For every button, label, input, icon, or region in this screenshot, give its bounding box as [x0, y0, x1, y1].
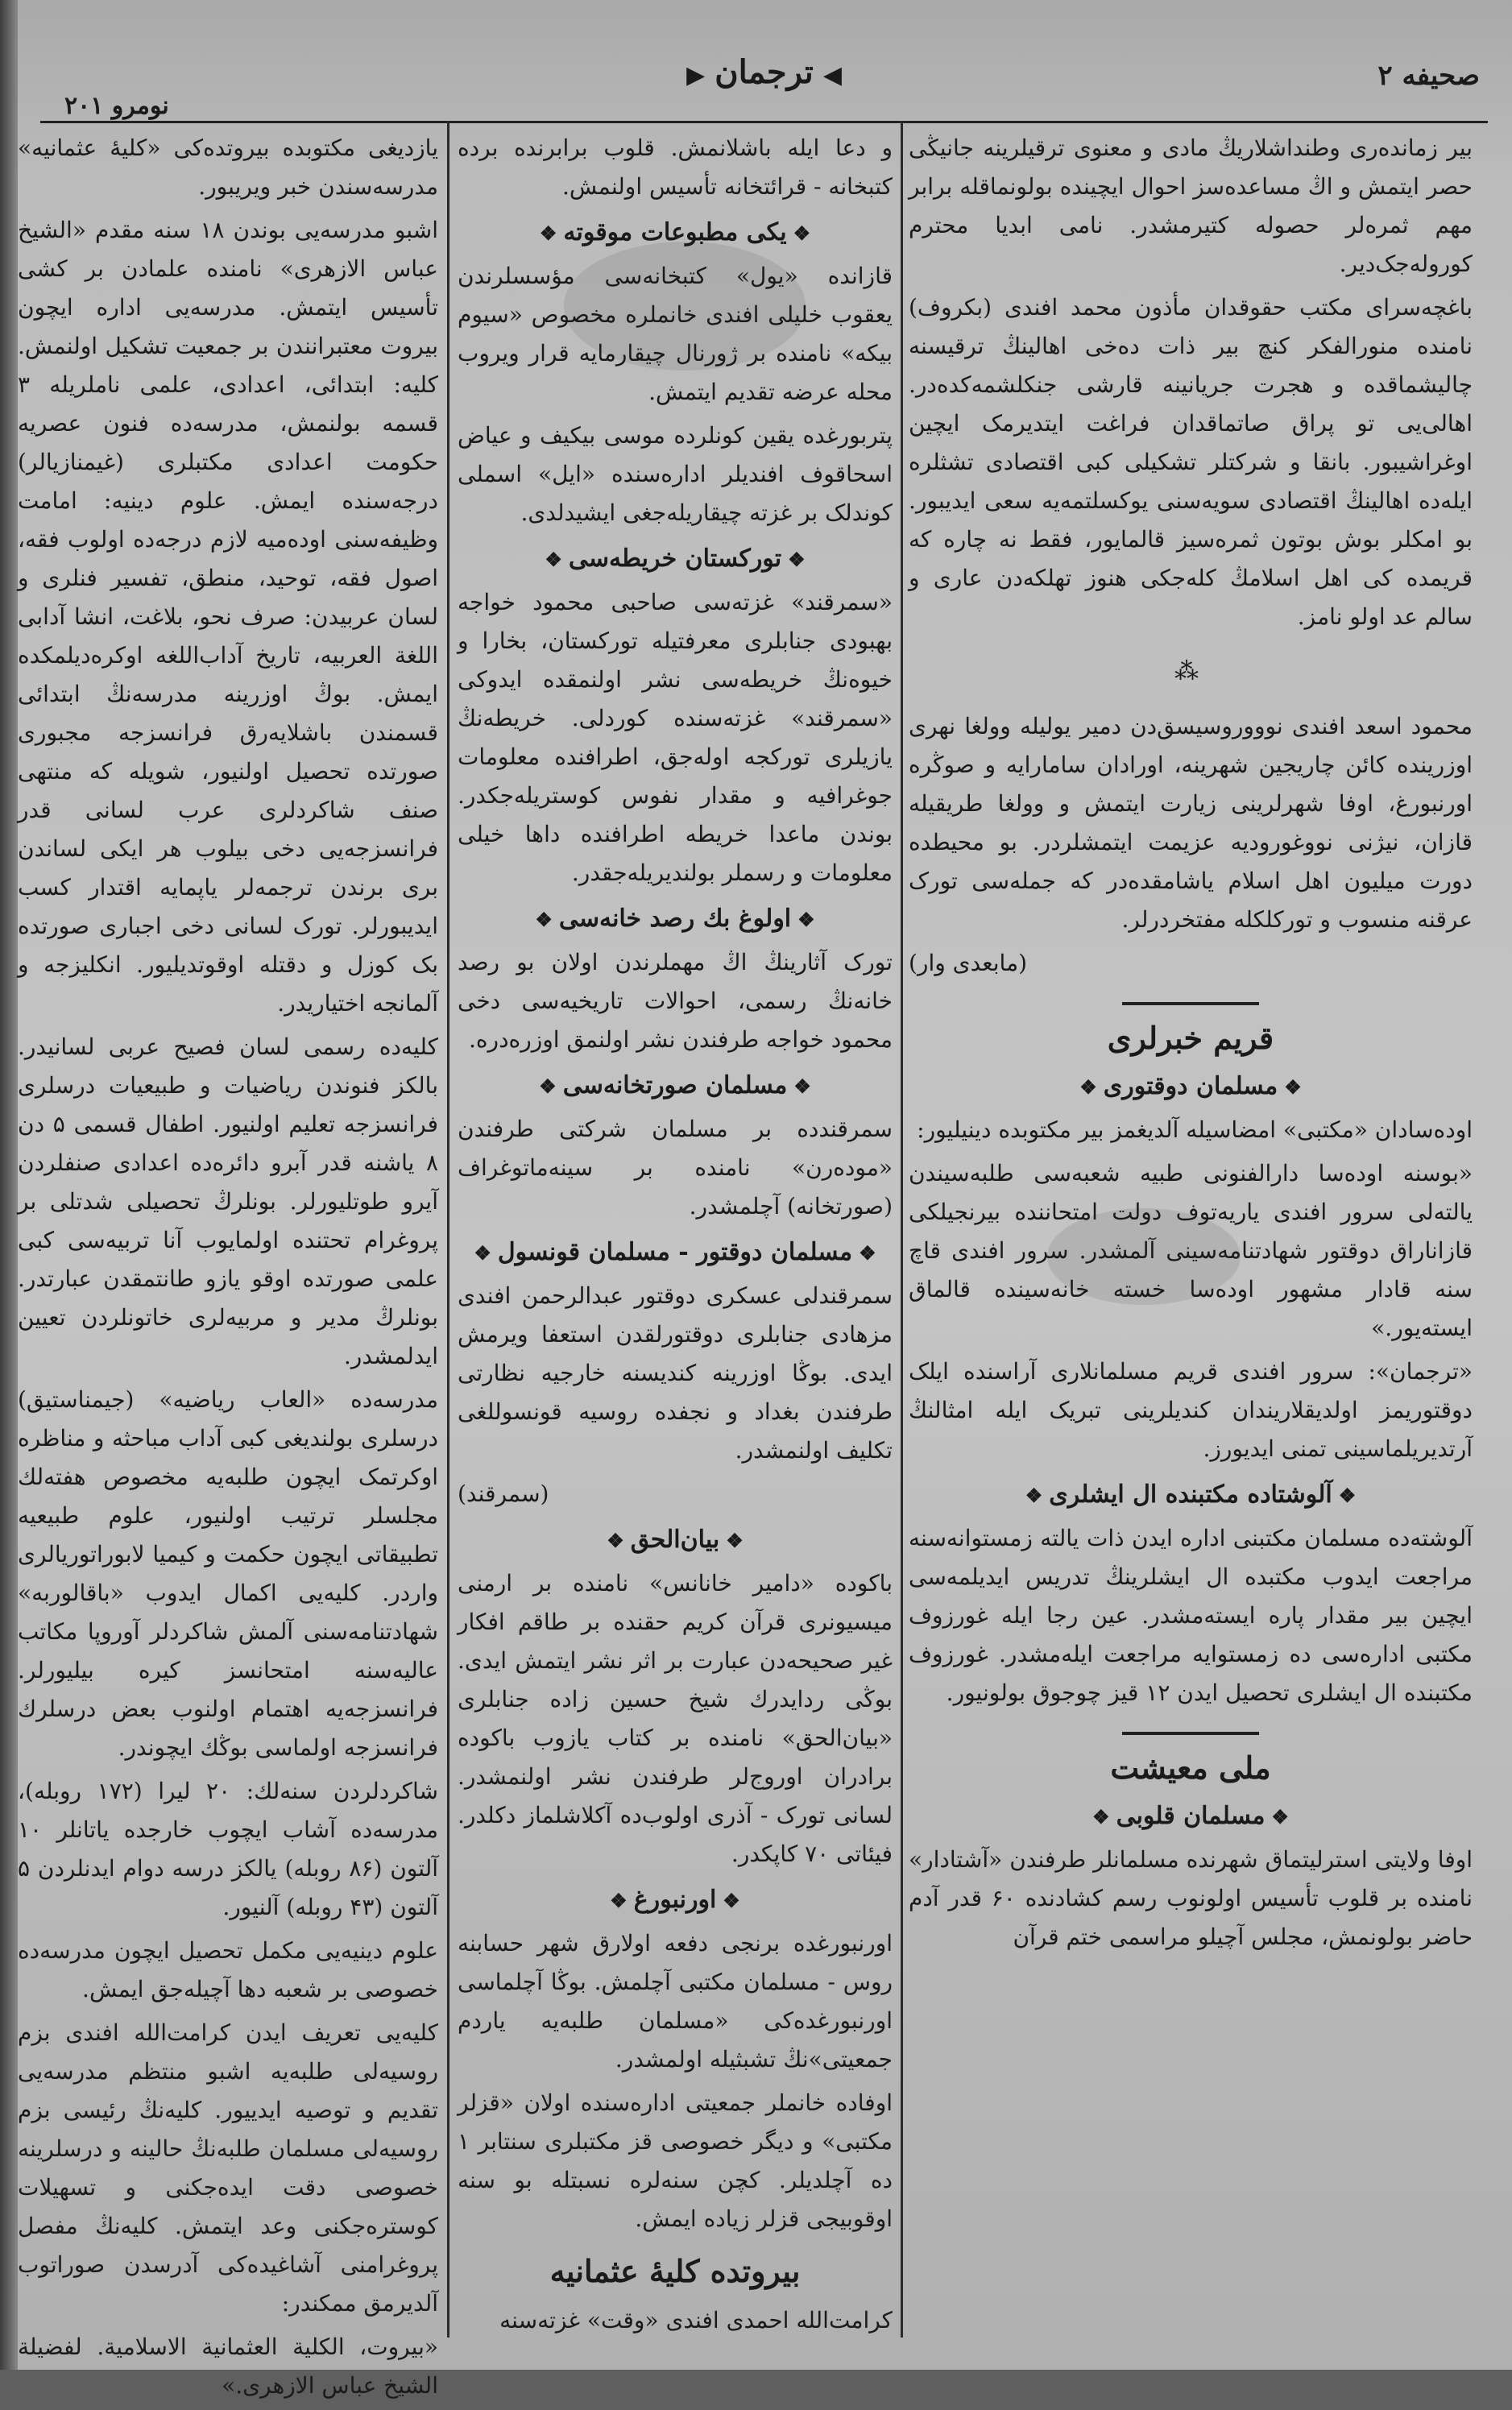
- article-paragraph: بیر زمانده‌ری وطنداشلاریڭ مادی و معنوی ترقیلرینه جانیڭی حصر ایتمش و اڭ مساعده‌سز احوال ایچینده بولونماقله برابر مهم ثمره‌لر حصوله کتیرمشدر. نامی ابدیا محترم کوروله‌جک‌دیر.: [909, 135, 1473, 277]
- page-header: [32, 48, 1496, 120]
- source-citation: (سمرقند): [458, 1480, 549, 1507]
- article-paragraph: علوم دینیه‌یی مکمل تحصیل ایچون مدرسه‌ده خصوصی بر شعبه دها آچیله‌جق ایمش.: [18, 1937, 438, 2002]
- article-heading: ❖یکی مطبوعات موقوته❖: [539, 218, 811, 246]
- diamond-icon: ❖: [474, 1241, 491, 1265]
- diamond-icon: ❖: [793, 222, 811, 245]
- diamond-icon: ❖: [535, 908, 553, 931]
- diamond-icon: ❖: [793, 1075, 811, 1098]
- diamond-icon: ❖: [1338, 1484, 1357, 1507]
- article-title-beirut: بیروتده کلیهٔ عثمانیه: [549, 2253, 801, 2289]
- section-title-crimea: قریم خبرلری: [1107, 1020, 1274, 1056]
- diamond-icon: ❖: [788, 548, 806, 571]
- article-heading: ❖آلوشتاده مکتبنده ال ایشلری❖: [1025, 1480, 1357, 1509]
- diamond-icon: ❖: [1271, 1805, 1289, 1828]
- diamond-icon: ❖: [607, 1529, 624, 1552]
- issue-number: نومرو ۲۰۱: [64, 92, 169, 120]
- diamond-icon: ❖: [797, 908, 815, 931]
- header-rule: [40, 121, 1488, 123]
- article-paragraph: سمرقندلی عسکری دوقتور عبدالرحمن افندی مزهادی جنابلری دوقتورلقدن استعفا ویرمش ایدی. بوڭا اوزرینه کندیسنه خارجیه نظارتی طرفندن بغداد و نجفده روسیه قونسوللغی تکلیف اولنمشدر.: [458, 1282, 893, 1464]
- article-paragraph: کرامت‌الله احمدی افندی «وقت» غزته‌سنه: [499, 2307, 893, 2333]
- article-paragraph: تورک آثارینڭ اڭ مهملرندن اولان بو رصد خانه‌نڭ رسمی، احوالات تاریخیه‌سی دخی محمود خواجه طرفندن نشر اولنمق اوزره‌دره.: [458, 949, 893, 1053]
- article-paragraph: اوفا ولایتی استرلیتماق شهرنده مسلمانلر طرفندن «آشتادار» نامنده بر قلوب تأسیس اولونوب رسم کشادنده ۶۰ قدر آدم حاضر بولونمش، مجلس آچیلو مراسمی ختم قرآن: [909, 1846, 1473, 1950]
- article-heading: ❖اورنبورغ❖: [610, 1886, 740, 1914]
- diamond-icon: ❖: [859, 1241, 876, 1265]
- article-paragraph: باکوده «دامیر خانانس» نامنده بر ارمنی میسیونری قرآن کریم حقنده بر طاقم افکار غیر صحیحه‌دن عبارت بر اثر نشر ایتمش ایدی. بوڭی ردایدرك شیخ حسین زاده جنابلری «بیان‌الحق» نامنده بر کتاب یازوب باکوده برادران اوروج‌لر طرفندن نشر اولنمشدر. لسانی تورک - آذری اولوب‌ده آکلاشلماز دکلدر. فیئاتی ۷۰ کاپکدر.: [458, 1570, 893, 1867]
- article-heading: ❖مسلمان دوقتور - مسلمان قونسول❖: [474, 1238, 876, 1266]
- article-paragraph: سمرقندده بر مسلمان شرکتی طرفندن «موده‌رن» نامنده بر سینه‌ماتوغراف (صورتخانه) آچلمشدر.: [458, 1116, 893, 1219]
- diamond-icon: ❖: [610, 1889, 628, 1912]
- article-paragraph: کلیه‌ده رسمی لسان فصیح عربی لسانیدر. بالکز فنوندن ریاضیات و طبیعیات درسلری فرانسزجه تعلیم اولنیور. اطفال قسمی ۵ دن ۸ یاشنه قدر آبرو دائره‌ده اعدادی صنفلردن آیرو طوتلیورلر. بونلرڭ تحصیلی شدتلی بر پروغرام تحتنده اولمایوب آنا تربیه‌سی کبی علمی صورتده اوقو یازو طانتمقدن عبارتدر. بونلرڭ مدیر و مربیه‌لری خاتونلردن تعیین ایدلمشدر.: [18, 1033, 438, 1369]
- diamond-icon: ❖: [1079, 1075, 1097, 1099]
- diamond-icon: ❖: [545, 548, 562, 571]
- column-right: [909, 129, 1473, 1961]
- column-divider: [901, 121, 903, 2338]
- article-heading: ❖مسلمان قلوبی❖: [1092, 1802, 1289, 1830]
- diamond-icon: ❖: [539, 1075, 557, 1098]
- article-heading: ❖مسلمان صورتخانه‌سی❖: [539, 1071, 811, 1099]
- article-paragraph: و دعا ایله باشلانمش. قلوب برابرنده برده کتبخانه - قرائتخانه تأسیس اولنمش.: [458, 135, 893, 200]
- article-heading: ❖تورکستان خریطه‌سی❖: [545, 545, 806, 573]
- column-divider: [447, 121, 449, 2338]
- article-heading: ❖مسلمان دوقتوری❖: [1079, 1072, 1302, 1100]
- page-label: صحیفه ۲: [1377, 60, 1480, 92]
- diamond-icon: ❖: [1284, 1075, 1302, 1099]
- section-stars: ⁂: [1174, 657, 1207, 685]
- article-paragraph: پتربورغده یقین کونلرده موسی بیکیف و عیاض اسحاقوف افندیلر اداره‌سنده «ایل» اسملی کوندلک بر غزته چیقاریله‌جغی ایشیدلدی.: [458, 422, 893, 526]
- address-paragraph: «بیروت، الکلیة العثمانیة الاسلامیة. لفضیلة الشیخ عباس الازهری.»: [18, 2333, 438, 2399]
- article-paragraph: اشبو مدرسه‌یی بوندن ۱۸ سنه مقدم «الشیخ عباس الازهری» نامنده علمادن بر کشی تأسیس ایتمش. مدرسه‌یی اداره ایچون بیروت معتبرانندن بر جمعیت تشکیل اولنمش. کلیه: ابتدائی، اعدادی، علمی ناملریله ۳ قسمه بولنمش، مدرسه‌ده فنون عصریه حکومت اعدادی مکتبلری (غیمنازیالر) درجه‌سنده ایمش. علوم دینیه: امامت وظیفه‌سنی اوده‌میه لازم درجه‌ده اولوب فقه، اصول فقه، توحید، منطق، تفسیر فنلری و لسان عربیدن: صرف نحو، بلاغت، انشا آدابی اللغة العربیه، تاریخ آداب‌اللغه اوکرەدیلمکده ایمش. بوڭ اوزرینه مدرسه‌نڭ ابتدائی قسمندن باشلایه‌رق فرانسزجه مجبوری صورتده تحصیل اولنیور، شویله که منتهی صنف شاکردلری عرب لسانی قدر فرانسزجه‌یی دخی بیلوب هر ایکی لساندن بری برندن ترجمه‌لر یاپمایه اقتدار کسب ایدیبورلر. تورک لسانی دخی اجباری صورتده بک کوزل و دقتله اوقوتدیلیور. انکلیزجه و آلمانجه اختیاریدر.: [18, 217, 438, 1017]
- article-heading: ❖اولوغ بك رصد خانه‌سی❖: [535, 905, 815, 933]
- article-paragraph: اوفاده خانملر جمعیتی اداره‌سنده اولان «قزلر مکتبی» و دیگر خصوصی قز مکتبلری سنتابر ۱ ده آچلدیلر. کچن سنه‌لره نسبتله بو سنه اوقوبیجی قزلر زیاده ایمش.: [458, 2089, 893, 2232]
- column-middle: [458, 129, 893, 2345]
- article-paragraph: آلوشته‌ده مسلمان مکتبنی اداره ایدن ذات یالته زمستوانه‌سنه مراجعت ایدوب مکتبده ال ایشلرینڭ تدریس ایدیلمه‌سی ایچین بیر مقدار پاره ایسته‌مشدر. عین رجا ایله غورزوف مکتبی اداره‌سی ده زمستوایه مراجعت ایله‌مشدر. غورزوف مکتبنده ال ایشلری تحصیل ایدن ۱۲ قیز چوجوق بولونیور.: [909, 1525, 1473, 1706]
- diamond-icon: ❖: [1092, 1805, 1110, 1828]
- diamond-icon: ❖: [726, 1529, 744, 1552]
- to-be-continued: (مابعدی وار): [909, 950, 1028, 976]
- article-paragraph: مدرسه‌ده «العاب ریاضیه» (جیمناستیق) درسلری بولندیغی کبی آداب مباحثه و مناظره اوکرتمک ایچون طلبه‌یه مخصوص هفته‌لك مجلسلر ترتیب اولنیور، علوم طبیعیه تطبیقاتی ایچون حکمت و کیمیا لابوراتوریالری واردر. کلیه‌یی اکمال ایدوب «باقالوربه» شهادتنامه‌سنی آلمش شاکردلر آوروپا مکاتب عالیه‌سنه امتحانسز کیره بیلیورلر. فرانسزجه‌یه اهتمام اولنوب بعض درسلرك فرانسزجه اولماسی بوڭك ایچوندر.: [18, 1386, 438, 1761]
- diamond-icon: ❖: [723, 1889, 740, 1912]
- article-paragraph: یازدیغی مکتوبده بیروتده‌کی «کلیهٔ عثمانیه» مدرسه‌سندن خبر ویریبور.: [18, 135, 438, 200]
- diamond-icon: ❖: [539, 222, 557, 245]
- page-edge-shadow: [0, 0, 18, 2370]
- section-title-national: ملی معیشت: [1110, 1750, 1271, 1786]
- column-left: [18, 129, 438, 2410]
- article-paragraph: «بوسنه اوده‌سا دارالفنونی طبیه شعبه‌سی طلبه‌سیندن یالته‌لی سرور افندی یاریه‌توف دولت امتحاننده بیرنجیلکی قازاناراق دوقتور شهادتنامه‌سینی آلمشدر. سرور افندی قاچ سنه قادار مشهور اوده‌سا خسته خانه‌سینده قالماق ایسته‌یور.»: [909, 1160, 1473, 1341]
- article-paragraph: باغچه‌سرای مکتب حقوقدان مأذون محمد افندی (بکروف) نامنده منورالفکر کنچ بیر ذات ده‌خی اهالینڭ ترقیسنه چالیشماقده و هجرت جریانینه قارشی جنکلشمه‌کده‌در. اهالی‌یی تو پراق صاتماقدان فراغت ایتدیرمک ایچین اوغراشیبور. بانقا و شرکتلر تشکیلی کبی اقتصادی تشثلره ایله‌ده اهالینڭ اقتصادی سویه‌سنی یوکسلتمه‌یه سعی ایدیبور. بو امکلر بوش بوتون ثمره‌سیز قالمایور، فقط نه چاره که قریمده کی اهل اسلامڭ کله‌جکی هنوز تهلکه‌دن عاری و سالم عد اولو نامز.: [909, 294, 1473, 630]
- article-paragraph: شاکردلردن سنه‌لك: ۲۰ لیرا (۱۷۲ روبله)، مدرسه‌ده آشاب ایچوب خارجده یاتانلر ۱۰ آلتون (۸۶ روبله) یالکز درسه دوام ایدنلردن ۵ آلتون (۴۳ روبله) آلنیور.: [18, 1778, 438, 1920]
- article-paragraph: «ترجمان»: سرور افندی قریم مسلمانلاری آراسنده ایلک دوقتوریمز اولدیقلاریندان کندیلرینی تبریک ایله امثالنڭ آرتدیریلماسینی تمنی ایدیورز.: [909, 1358, 1473, 1462]
- section-rule: [1122, 1002, 1259, 1005]
- article-paragraph: اوده‌سادان «مکتبی» امضاسیله آلدیغمز بیر مکتوبده دینیلیور:: [917, 1116, 1473, 1143]
- newspaper-title: [32, 53, 1496, 91]
- article-heading: ❖بیان‌الحق❖: [607, 1526, 744, 1554]
- article-paragraph: «سمرقند» غزته‌سی صاحبی محمود خواجه بهبودی جنابلری معرفتیله تورکستان، بخارا و خیوه‌نڭ خریطه‌سی نشر اولنمقده ایدوکی «سمرقند» غزته‌سنده کوردلی. خریطه‌نڭ یازیلری تورکجه اوله‌جق، اطرافنده معلومات جوغرافیه و مقدار نفوس کوستریله‌جکدر. بوندن ماعدا خریطه اطرافنده داها خیلی معلومات و رسملر بولندیریله‌جقدر.: [458, 589, 893, 886]
- section-rule: [1122, 1732, 1259, 1735]
- article-paragraph: محمود اسعد افندی نوووروسیسق‌دن دمیر یولیله وولغا نهری اوزرینده کائن چاریجین شهرینه، اورادان سامارایه و صوڭره اورنبورغ، اوفا شهرلرینی زیارت ایتمش و وولغا طریقیله قازان، نیژنی نووغورودیه عزیمت ایتمشلردر. بو محیطده دورت میلیون اهل اسلام یاشامقده‌در که جمله‌سی تورک عرقنه منسوب و تورکلکله مفتخردرلر.: [909, 713, 1473, 933]
- ornament-icon: ▶: [686, 61, 706, 89]
- article-paragraph: اورنبورغده برنجی دفعه اولارق شهر حسابنه روس - مسلمان مکتبی آچلمش. بوڭا آچلماسی اورنبورغده‌کی «مسلمان طلبه‌یه یاردم جمعیتی»نڭ تشبثیله اولمشدر.: [458, 1930, 893, 2073]
- ornament-icon: ◀: [822, 61, 842, 89]
- article-paragraph: قازانده «یول» کتبخانه‌سی مؤسسلرندن یعقوب خلیلی افندی خانملره مخصوص «سیوم بیکه» نامنده بر ژورنال چیقارمایه قرار ویروب محله عرضه تقدیم ایتمش.: [458, 263, 893, 405]
- newspaper-title-text: ترجمان: [715, 53, 814, 91]
- diamond-icon: ❖: [1025, 1484, 1043, 1507]
- article-paragraph: کلیه‌یی تعریف ایدن کرامت‌الله افندی بزم روسیه‌لی طلبه‌یه اشبو منتظم مدرسه‌یی تقدیم و توصیه ایدییور. کلیه‌نڭ رئیسی بزم روسیه‌لی مسلمان طلبه‌نڭ حالینه و درسلرینه خصوصی دقت ایده‌جکنی و تسهیلات کوستره‌جکنی وعد ایتمش. کلیه‌نڭ مفصل پروغرامنی آشاغیده‌کی آدرسدن صوراتوب آلدیرمق ممکندر:: [18, 2019, 438, 2317]
